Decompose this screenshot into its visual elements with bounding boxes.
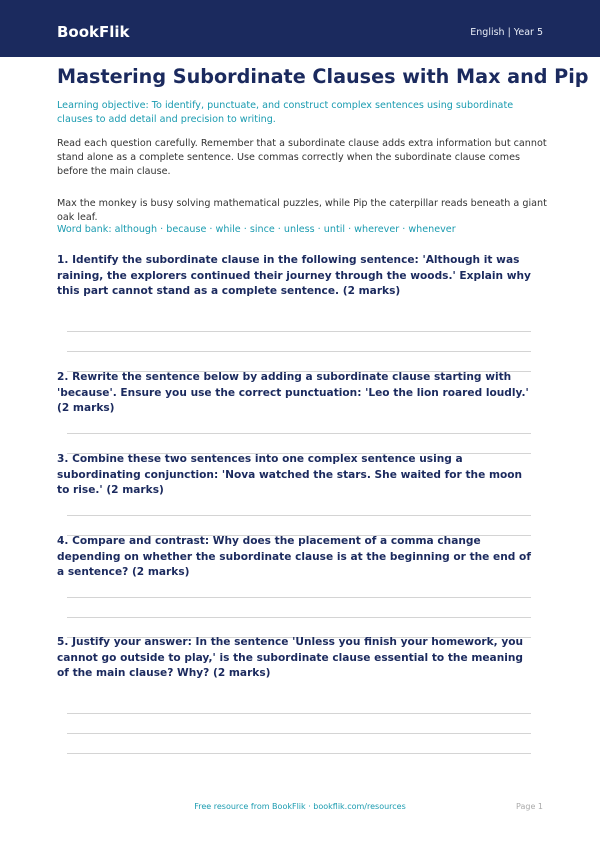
answer-line[interactable] [67,617,531,618]
page-number: Page 1 [516,802,543,811]
brand-logo: BookFlik [57,23,130,41]
answer-line[interactable] [67,733,531,734]
answer-line[interactable] [67,351,531,352]
footer-source: Free resource from BookFlik · bookflik.com/resources [194,802,406,811]
question-5: 5. Justify your answer: In the sentence 'Unless you finish your homework, you cannot go outside to play,' is the subordinate clause essential to the meaning of the main clause? Why? (2 marks) [57,636,524,679]
answer-line[interactable] [67,331,531,332]
question-4: 4. Compare and contrast: Why does the placement of a comma change depending on whether the subordinate clause is at the beginning or the end of a sentence? (2 marks) [57,535,531,578]
header-bar [0,0,600,57]
answer-line[interactable] [67,597,531,598]
answer-line[interactable] [67,515,531,516]
context-text: Max the monkey is busy solving mathematical puzzles, while Pip the caterpillar reads beneath a giant oak leaf. [57,198,547,223]
word-bank: Word bank: although · because · while · since · unless · until · wherever · whenever [57,224,456,235]
answer-line[interactable] [67,753,531,754]
question-3: 3. Combine these two sentences into one complex sentence using a subordinating conjunction: 'Nova watched the stars. She waited for the moon to rise.' (2 marks) [57,453,523,496]
answer-line[interactable] [67,433,531,434]
instructions: Read each question carefully. Remember that a subordinate clause adds extra information but cannot stand alone as a complete sentence. Use commas correctly when the subordinate clause comes before the main clause. [57,138,547,177]
question-1: 1. Identify the subordinate clause in the following sentence: 'Although it was raining, the explorers continued their journey through the woods.' Explain why this part cannot stand as a complete sentence. (2 marks) [57,254,531,297]
learning-objective: Learning objective: To identify, punctuate, and construct complex sentences using subordinate clauses to add detail and precision to writing. [57,100,514,125]
subject-year-label: English | Year 5 [470,27,543,38]
answer-line[interactable] [67,713,531,714]
page-title: Mastering Subordinate Clauses with Max and Pip [57,65,589,88]
question-2: 2. Rewrite the sentence below by adding a subordinate clause starting with 'because'. Ensure you use the correct punctuation: 'Leo the lion roared loudly.' (2 marks) [57,371,529,414]
